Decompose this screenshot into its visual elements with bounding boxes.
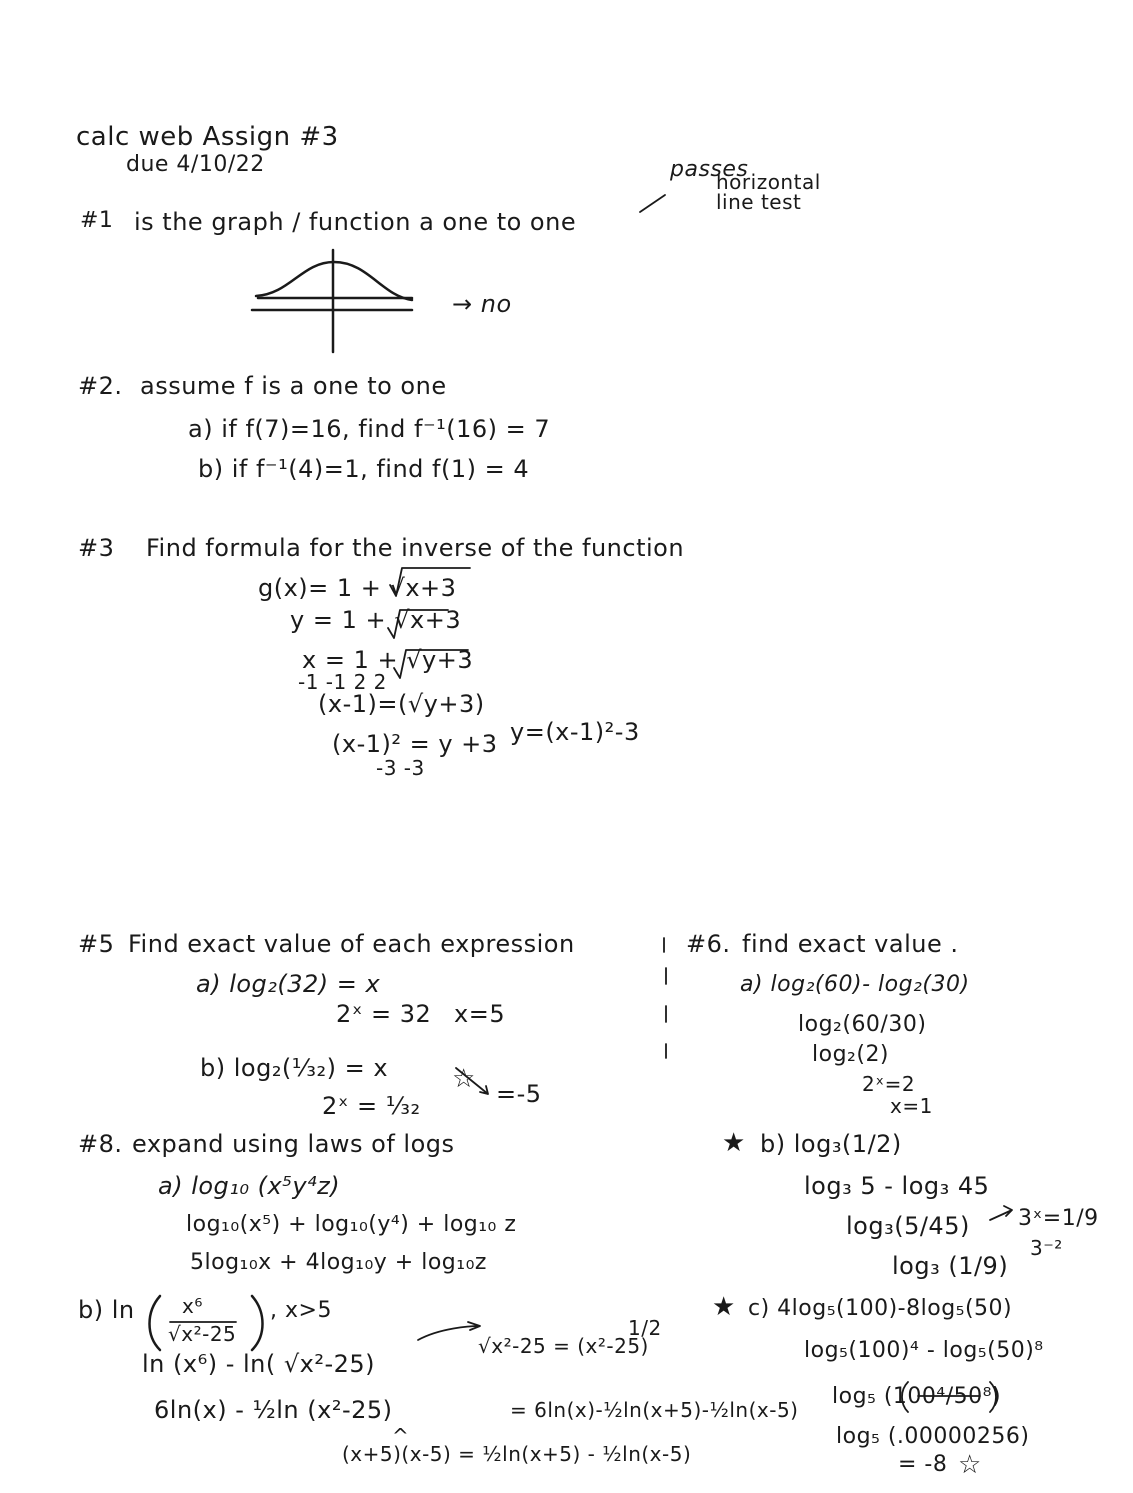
problem-5a-line-1: a) log₂(32) = x: [196, 970, 381, 998]
problem-6c-line-4: log₅ (.00000256): [836, 1424, 1030, 1449]
problem-5a-result: x=5: [454, 1000, 506, 1028]
problem-5a-line-2: 2ˣ = 32: [336, 1000, 432, 1028]
problem-3-line-2: y = 1 + √x+3: [290, 606, 462, 634]
problem-5b-result: =-5: [496, 1080, 542, 1108]
problem-8b-condition: , x>5: [270, 1298, 332, 1323]
problem-3-line-5-sub: -3 -3: [376, 756, 425, 780]
problem-6a-result: x=1: [890, 1094, 933, 1118]
problem-3-text: Find formula for the inverse of the function: [146, 534, 685, 562]
problem-3-line-5: (x-1)² = y +3: [332, 730, 498, 758]
problem-6c-line-3: log₅ (100⁴/50⁸): [832, 1384, 1002, 1409]
problem-6b-line-2: log₃ 5 - log₃ 45: [804, 1172, 990, 1200]
problem-6b-line-3: log₃(5/45): [846, 1212, 970, 1240]
problem-1-answer: → no: [452, 290, 512, 318]
problem-5b-line-1: b) log₂(¹⁄₃₂) = x: [200, 1054, 389, 1082]
due-date: due 4/10/22: [126, 152, 265, 177]
star-mark: ☆: [958, 1450, 982, 1480]
problem-6b-line-4: log₃ (1/9): [892, 1252, 1009, 1280]
problem-6b-side-1: 3ˣ=1/9: [1018, 1206, 1099, 1231]
problem-5b-line-2: 2ˣ = ¹⁄₃₂: [322, 1092, 421, 1120]
problem-2b: b) if f⁻¹(4)=1, find f(1) = 4: [198, 455, 530, 483]
page-title: calc web Assign #3: [76, 122, 339, 152]
problem-6a-line-4: 2ˣ=2: [862, 1072, 916, 1096]
problem-6c-line-2: log₅(100)⁴ - log₅(50)⁸: [804, 1338, 1044, 1363]
note-horizontal: horizontal: [716, 170, 821, 194]
problem-6b-side-2: 3⁻²: [1030, 1236, 1063, 1260]
problem-1-question: is the graph / function a one to one: [134, 208, 577, 236]
problem-6a-line-2: log₂(60/30): [798, 1012, 927, 1037]
problem-8b-line-2: ln (x⁶) - ln( √x²-25): [142, 1350, 376, 1378]
problem-2a: a) if f(7)=16, find f⁻¹(16) = 7: [188, 415, 551, 443]
note-line-test: line test: [716, 190, 802, 214]
problem-6b-line-1: b) log₃(1/2): [760, 1130, 902, 1158]
star-mark: ★: [712, 1292, 736, 1322]
star-mark: ☆: [452, 1064, 476, 1094]
bell-curve-graph: [252, 250, 412, 352]
problem-8a-line-3: 5log₁₀x + 4log₁₀y + log₁₀z: [190, 1250, 487, 1275]
column-divider: [664, 938, 666, 1058]
problem-6a-line-3: log₂(2): [812, 1042, 890, 1067]
problem-6c-result: = -8: [898, 1452, 948, 1477]
problem-8-label: #8.: [78, 1130, 123, 1158]
problem-8b-side-exponent: 1/2: [628, 1316, 662, 1340]
problem-2-text: assume f is a one to one: [140, 372, 447, 400]
problem-3-line-4: (x-1)=(√y+3): [318, 690, 485, 718]
problem-3-result: y=(x-1)²-3: [510, 718, 640, 746]
problem-8b-line-4: (x+5)(x-5) = ½ln(x+5) - ½ln(x-5): [342, 1442, 692, 1466]
problem-3-label: #3: [78, 534, 115, 562]
note-passes: passes: [670, 157, 749, 182]
problem-6-label: #6.: [686, 930, 731, 958]
problem-6-text: find exact value .: [742, 930, 959, 958]
note-pointer-line: [640, 195, 665, 212]
problem-8-text: expand using laws of logs: [132, 1130, 455, 1158]
problem-8b-line-3-right: = 6ln(x)-½ln(x+5)-½ln(x-5): [510, 1398, 799, 1422]
problem-8b-side: √x²-25 = (x²-25): [478, 1334, 649, 1358]
problem-3-line-1: g(x)= 1 + √x+3: [258, 574, 457, 602]
problem-6a-line-1: a) log₂(60)- log₂(30): [740, 972, 970, 997]
problem-8b-line-3: 6ln(x) - ½ln (x²-25): [154, 1396, 393, 1424]
problem-8b-prefix: b) ln: [78, 1296, 135, 1324]
problem-8a-line-1: a) log₁₀ (x⁵y⁴z): [158, 1172, 341, 1200]
problem-5-label: #5: [78, 930, 115, 958]
problem-5-text: Find exact value of each expression: [128, 930, 575, 958]
problem-3-line-4-top: -1 -1 2 2: [298, 670, 387, 694]
problem-3-line-3: x = 1 + √y+3: [302, 646, 474, 674]
problem-8a-line-2: log₁₀(x⁵) + log₁₀(y⁴) + log₁₀ z: [186, 1212, 517, 1237]
problem-8b-caret: ^: [392, 1424, 410, 1448]
problem-6c-line-1: c) 4log₅(100)-8log₅(50): [748, 1296, 1013, 1321]
problem-2-label: #2.: [78, 372, 123, 400]
problem-8b-numerator: x⁶: [182, 1294, 203, 1318]
star-mark: ★: [722, 1128, 746, 1158]
problem-8b-denominator: √x²-25: [168, 1322, 237, 1346]
problem-1-label: #1: [80, 208, 114, 233]
